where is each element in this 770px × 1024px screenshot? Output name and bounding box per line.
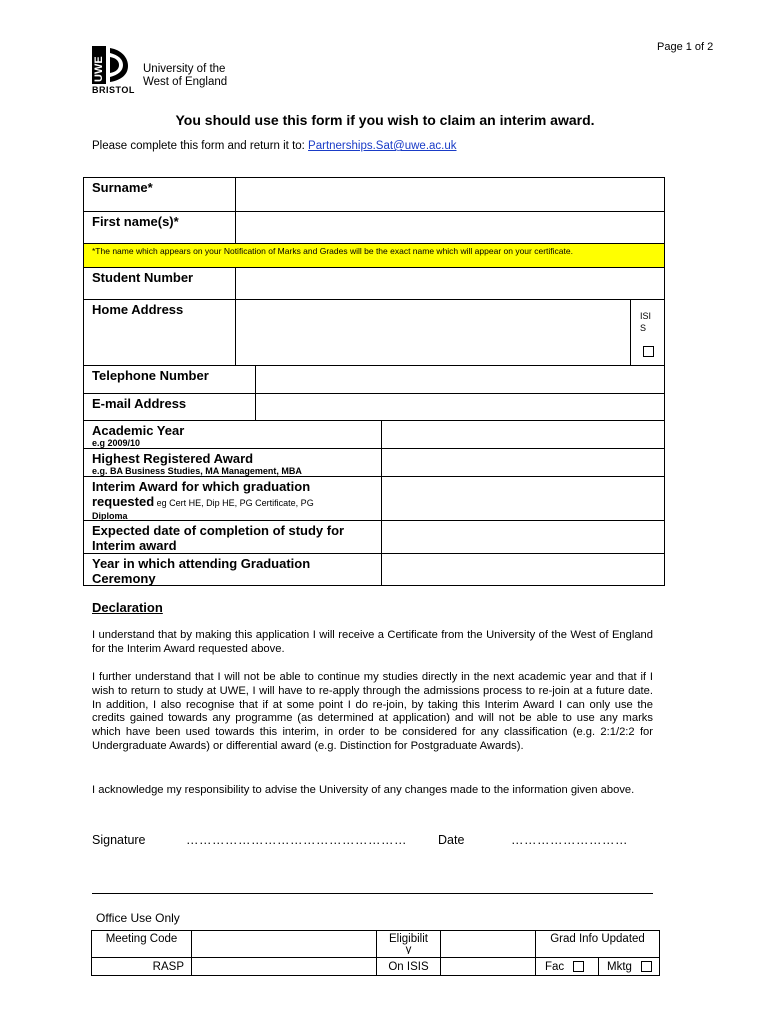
eligibility-field[interactable]	[440, 930, 536, 958]
mktg-checkbox[interactable]	[641, 961, 652, 972]
separator-line	[92, 893, 653, 894]
academic-year-field[interactable]	[381, 420, 665, 449]
expected-date-text-line1: Expected date of completion of study for	[92, 523, 345, 538]
expected-date-label	[83, 520, 382, 554]
isis-label-line2: S	[640, 323, 647, 333]
graduation-year-field[interactable]	[381, 553, 665, 586]
office-use-title: Office Use Only	[96, 911, 180, 925]
name-note: *The name which appears on your Notification of Marks and Grades will be the exact name which will appear on your certificate.	[83, 243, 665, 268]
highest-award-label	[83, 448, 382, 477]
meeting-code-field[interactable]	[191, 930, 377, 958]
form-heading: You should use this form if you wish to claim an interim award.	[175, 112, 595, 128]
highest-award-example: e.g. BA Business Studies, MA Management, MBA	[92, 466, 302, 476]
declaration-title: Declaration	[92, 600, 163, 615]
eligibility-text-line1: Eligibilit	[389, 933, 428, 945]
academic-year-text: Academic Year	[92, 423, 185, 438]
isis-label-line1: ISI	[640, 311, 652, 321]
meeting-code-text: Meeting Code	[105, 933, 178, 945]
declaration-paragraph-2: I further understand that I will not be able to continue my studies directly in the next academic year and that if I wish to return to study at UWE, I will have to re-apply through the admissions process to re-join at a future date. In addition, I also recognise that if at some point I do re-join, by taking this Interim Award I can only use the credits gained towards any programme (as determined at application) and will not be able to use any marks which have been used towards this interim, in order to be considered for any classification (e.g. 2:1/2:2 for Undergraduate Awards) or differential award (e.g. Distinction for Postgraduate Awards).	[92, 671, 653, 752]
fac-label: Fac	[545, 961, 565, 973]
rasp-label	[91, 957, 192, 976]
telephone-field[interactable]	[255, 365, 665, 394]
rasp-text: RASP	[152, 961, 184, 973]
eligibility-label	[376, 930, 441, 958]
signature-label: Signature	[92, 833, 146, 847]
isis-checkbox[interactable]	[643, 346, 654, 357]
student-number-field[interactable]	[235, 267, 665, 300]
telephone-label: Telephone Number	[83, 365, 256, 394]
home-address-label: Home Address	[83, 299, 236, 366]
uwe-logo-icon	[92, 46, 132, 84]
fac-checkbox[interactable]	[573, 961, 584, 972]
graduation-year-label	[83, 553, 382, 586]
graduation-year-text-line1: Year in which attending Graduation	[92, 556, 311, 571]
eligibility-text-line2: y	[405, 946, 412, 954]
email-field[interactable]	[255, 393, 665, 421]
first-names-field[interactable]	[235, 211, 665, 244]
interim-award-label	[83, 476, 382, 521]
highest-award-text: Highest Registered Award	[92, 451, 254, 466]
fac-cell	[535, 957, 599, 976]
logo-city: BRISTOL	[92, 85, 135, 95]
on-isis-label	[376, 957, 441, 976]
instruction-label: Please complete this form and return it to:	[92, 140, 309, 152]
highest-award-field[interactable]	[381, 448, 665, 477]
academic-year-label	[83, 420, 382, 449]
expected-date-text-line2: Interim award	[92, 538, 177, 553]
interim-award-example: eg Cert HE, Dip HE, PG Certificate, PG	[154, 498, 314, 508]
student-number-label: Student Number	[83, 267, 236, 300]
grad-info-text: Grad Info Updated	[550, 933, 645, 945]
graduation-year-text-line2: Ceremony	[92, 571, 156, 586]
svg-text:UWE: UWE	[93, 56, 105, 82]
university-name-line2: West of England	[143, 76, 228, 88]
expected-date-field[interactable]	[381, 520, 665, 554]
interim-award-example-line2: Diploma	[92, 511, 128, 521]
mktg-label: Mktg	[607, 961, 632, 973]
surname-label: Surname*	[83, 177, 236, 212]
surname-field[interactable]	[235, 177, 665, 212]
email-link[interactable]: Partnerships.Sat@uwe.ac.uk	[308, 140, 457, 152]
rasp-field[interactable]	[191, 957, 377, 976]
grad-info-label	[535, 930, 660, 958]
on-isis-text: On ISIS	[388, 961, 429, 973]
meeting-code-label	[91, 930, 192, 958]
date-field[interactable]: ………………………	[511, 833, 628, 847]
interim-award-field[interactable]	[381, 476, 665, 521]
interim-award-text-line2: requested	[92, 494, 155, 509]
instruction-text	[92, 140, 457, 152]
date-label: Date	[438, 833, 465, 847]
academic-year-example: e.g 2009/10	[92, 438, 141, 448]
declaration-paragraph-1: I understand that by making this application I will receive a Certificate from the University of the West of England for the Interim Award requested above.	[92, 629, 653, 655]
email-label: E-mail Address	[83, 393, 256, 421]
declaration-paragraph-3: I acknowledge my responsibility to advise the University of any changes made to the information given above.	[92, 784, 635, 796]
university-name-line1: University of the	[143, 63, 226, 75]
interim-award-text-line1: Interim Award for which graduation	[92, 479, 311, 494]
on-isis-field[interactable]	[440, 957, 536, 976]
signature-field[interactable]: ……………………………………………	[186, 833, 407, 847]
first-names-label: First name(s)*	[83, 211, 236, 244]
home-address-field[interactable]	[235, 299, 631, 366]
university-name	[143, 63, 227, 89]
page-number: Page 1 of 2	[657, 41, 714, 53]
